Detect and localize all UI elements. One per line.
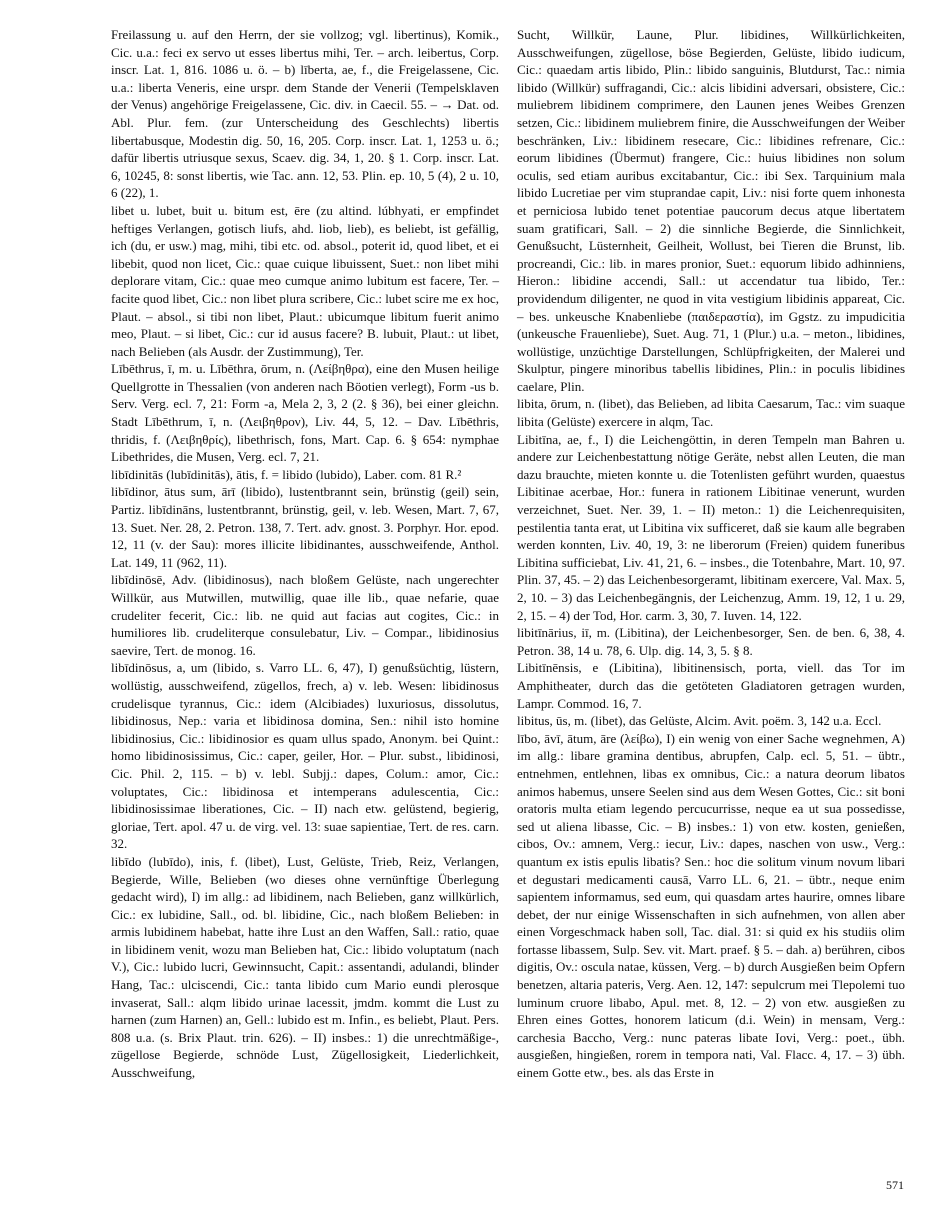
entry-libido-continued: Sucht, Willkür, Laune, Plur. libidines, Willkürlichkeiten, Ausschweifungen, zügellose, böse Begierden, Gelüste, libido iudicum, Cic.: quaedam artis libido, Plin.: libido sanguinis, Blutdurst, Tac.: nimia libido (Willkür) suffragandi, Cic.: alcis libidini adversari, obsistere, Cic.: muliebrem libidinem comprimere, den Launen jenes Weibes Grenzen setzen, Cic.: libidinem muliebrem finire, die Ausschweifungen der Weiber beschränken, Liv.: libidinem resecare, Cic.: libidines refrenare, Cic.: eorum libidines (Übermut) frangere, Cic.: huius libidines non solum oculis, sed etiam auribus excitabantur, Cic.: ibi Sex. Tarquinium mala libido Lucretiae per vim stuprandae capit, Liv.: nisi forte quem inhonesta et perniciosa lubido tenet potentiae paucorum decus atque libertatem suam gratificari, Sall. – 2) die sinnliche Begierde, die Sinnlichkeit, Genußsucht, Lüsternheit, Geilheit, Wollust, bei Tieren die Brunst, lib. procreandi, Cic.: lib. in mares pronior, Suet.: equorum libido adhinniens, Hieron.: libidine accendi, Sall.: ut accendatur tua libido, Ter.: providendum diligenter, ne quod in vita vestigium libidinis appareat, Cic. – bes. unkeusche Knabenliebe (παιδεραστία), im Ggstz. zu impudicitia (unkeusche Frauenliebe), Suet. Aug. 71, 1 (Plur.) u.a. – meton., libidines, wollüstige, unzüchtige Darstellungen, Schlüpfrigkeiten, der Malerei und Skulptur, pingere minoribus tabellis libidines, Plin.: in poculis libidines caelare, Plin. [517,27,905,394]
entry-libitina: Libitīna, ae, f., I) die Leichengöttin, in deren Tempeln man Bahren u. andere zur Leichenbestattung nötige Geräte, nebst allen Leuten, die man dazu brauchte, mieten konnte u. die Totenlisten geführt wurden, quaestus Libitinae acerbae, Hor.: funera in rationem Libitinae venerunt, wurden verzeichnet, Suet. Ner. 39, 1. – II) meton.: 1) die Leichenrequisiten, pestilentia tanta erat, ut Libitina vix sufficeret, daß sie kaum alle begraben werden konnten, Liv. 40, 19, 3: ne liberorum (Freien) quidem funeribus Libitina sufficiebat, Liv. 41, 21, 6. – insbes., die Totenbahre, Mart. 10, 97. Plin. 37, 45. – 2) das Leichenbesorgeramt, libitinam exercere, Val. Max. 5, 2, 10. – 3) das Leichenbegängnis, der Leichenzug, Amm. 19, 12, 1 u. 29, 2, 15. – 4) der Tod, Hor. carm. 3, 30, 7. Iuven. 14, 122. [517,431,905,623]
entry-libido: libīdo (lubīdo), inis, f. (libet), Lust, Gelüste, Trieb, Reiz, Verlangen, Begierde, Wille, Belieben (wo dieses ohne vernünftige Überlegung gedacht wird), I) im allg.: ad libidinem, nach Belieben, ganz willkürlich, Cic.: ex lubidine, Sall., od. bl. libidine, Cic., nach bloßem Belieben: in armis lubidinem habebat, hatte ihre Lust an den Waffen, Sall.: ratio, quae in libidinem venit, wozu man Belieben hat, Cic.: libido voluptatum (nach V.), Cic.: lubido lucri, Gewinnsucht, Capit.: assentandi, adulandi, blinder Hang, Tac.: ulciscendi, Cic.: tanta libido cum Mario eundi plerosque invaserat, Sall.: alqm libido urinae lacessit, jmdm. kommt die Lust zu harnen (zum Harnen) an, Gell.: lubido est m. Infin., es beliebt, Plaut. Pers. 808 u.a. (s. Brix Plaut. trin. 626). – II) insbes.: 1) die unrechtmäßige-, zügellose Begierde, schnöde Lust, Zügellosigkeit, Liederlichkeit, Ausschweifung, [111,853,499,1081]
entry-libet: libet u. lubet, buit u. bitum est, ēre (zu altind. lúbhyati, er empfindet heftiges Verlangen, gotisch liufs, ahd. liob, lieb), es beliebt, ist gefällig, ich (du, er usw.) mag, mihi, tibi etc. od. absol., poterit id, quod libet, et ei libebit, quod non licet, Cic.: quae cuique libuissent, Suet.: non libet mihi deplorare vitam, Cic.: quae meo cumque animo lubitum est facere, Ter. – facite quod libet, Cic.: non libet plura scribere, Cic.: lubet scire me ex hoc, Plaut. – absol., si tibi non libet, Plaut.: ubicumque libitum fuerit animo meo, Plaut. – si libet, Cic.: cur id ausus facere? B. lubuit, Plaut.: ut libet, nach Belieben (als Ausdr. der Zustimmung), Ter. [111,202,499,359]
entry-libidinose: libīdinōsē, Adv. (libidinosus), nach bloßem Gelüste, nach ungerechter Willkür, aus Mutwillen, mutwillig, quae ille lib., quae nefarie, quae crudeliter fecerit, Cic.: lib. ne quid aut facias aut cogites, Cic.: in humiliores lib. crudeliterque consulebatur, Liv. – Compar., libidinosius saevire, Tert. de monog. 16. [111,572,499,658]
right-column [517,26,905,1082]
entry-libidinosus: libīdinōsus, a, um (libido, s. Varro LL. 6, 47), I) genußsüchtig, lüstern, wollüstig, ausschweifend, zügellos, frech, a) v. leb. Wesen: libidinosus crudelisque tyrannus, Cic.: idem (Alcibiades) luxuriosus, dissolutus, libidinosus, Nep.: varia et libidinosa domina, Sen.: nihil isto homine libidinosius, Cic.: libidinosior es quam ullus spado, Anonym. bei Quint.: homo libidinosissimus, Cic.: caper, geiler, Hor. – Plur. subst., libidinosi, Cic. Phil. 2, 115. – b) v. lebl. Subjj.: dapes, Colum.: amor, Cic.: voluptates, Cic.: libidinosa et intemperans adulescentia, Cic.: libidinosissimae liberationes, Cic. – II) nach etw. gelüstend, begierig, gloriae, Tert. apol. 47 u. de virg. vel. 13: suae sapientiae, Tert. de res. carn. 32. [111,660,499,852]
entry-libidinor: libīdinor, ātus sum, ārī (libido), lustentbrannt sein, brünstig (geil) sein, Partiz. libīdināns, lustentbrannt, brünstig, geil, v. leb. Wesen, Mart. 7, 67, 13. Suet. Ner. 28, 2. Petron. 138, 7. Tert. adv. gnost. 3. Porphyr. Hor. epod. 12, 11 (v. der Sau): mores illicite libidinantes, ausschweifende, Anthol. Lat. 149, 11 (962, 11). [111,484,499,570]
entry-libitinensis: Libitīnēnsis, e (Libitina), libitinensisch, porta, viell. das Tor im Amphitheater, durch das die getöteten Gladiatoren getragen wurden, Lampr. Commod. 16, 7. [517,660,905,711]
entry-libitinarius: libitīnārius, iī, m. (Libitina), der Leichenbesorger, Sen. de ben. 6, 38, 4. Petron. 38, 14 u. 78, 6. Ulp. dig. 14, 3, 5. § 8. [517,625,905,658]
page-number: 571 [886,1178,904,1192]
left-column [111,26,499,1082]
entry-libitus: libitus, ūs, m. (libet), das Gelüste, Alcim. Avit. poëm. 3, 142 u.a. Eccl. [517,713,882,729]
entry-libethrus: Lībēthrus, ī, m. u. Lībēthra, ōrum, n. (Λείβηθρα), eine den Musen heilige Quellgrotte in Thessalien (von anderen nach Böotien verlegt), Form -us b. Serv. Verg. ecl. 7, 21: Form -a, Mela 2, 3, 2 (2. § 36), bei einer gleichn. Stadt Lībēthrum, ī, n. (Λειβηθρον), Liv. 44, 5, 12. – Dav. Lībēthris, thridis, f. (Λειβηθρίς), libethrisch, fons, Mart. Cap. 6. § 654: nymphae Libethrides, die Musen, Verg. ecl. 7, 21. [111,361,499,465]
entry-libo: lībo, āvī, ātum, āre (λείβω), I) ein wenig von einer Sache wegnehmen, A) im allg.: libare gramina dentibus, abrupfen, Calp. ecl. 5, 51. – übtr., entnehmen, entlehnen, libas ex omnibus, Cic.: a natura deorum libatos animos habemus, unsere Seelen sind aus dem Wesen Gottes, Cic.: sit boni oratoris multa etiam legendo percucurrisse, neque ea ut sua possedisse, sed ut aliena libasse, Cic. – B) insbes.: 1) von etw. kosten, genießen, cibos, Ov.: amnem, Verg.: iecur, Liv.: dapes, naschen von usw., Verg.: quantum ex istis epulis libatis? Sen.: hoc die solitum vinum novum libari et degustari medicamenti causā, Varro LL. 6, 21. – übtr., neque enim sapientem informamus, sed eum, qui quasdam artes haurire, omnes libare debet, der nur einige Wissenschaften in sich aufnehmen, von allen aber einen Vorgeschmack haben soll, Tac. dial. 31: si quid ex his studiis olim fortasse libassem, Sulp. Sev. vit. Mart. praef. § 5. – dah. a) berühren, cibos digitis, Ov.: oscula natae, küssen, Verg. – b) durch Ausgießen beim Opfern benetzen, altaria pateris, Verg. Aen. 12, 147: sepulcrum mei Tlepolemi tuo luminum cruore libabo, Apul. met. 8, 12. – 2) von etw. ausgießen zu Ehren eines Gottes, honorem laticum (d.i. Wein) in mensam, Verg.: carchesia Baccho, Verg.: nunc pateras libate Iovi, Verg.: poet., übh. ausgießen, hingießen, rorem in tempora nati, Val. Flacc. 4, 17. – 3) übh. einem Gotte etw., bes. als das Erste in [517,730,905,1081]
entry-libertus-continued: Freilassung u. auf den Herrn, der sie vollzog; vgl. libertinus), Komik., Cic. u.a.: feci ex servo ut esses libertus mihi, Ter. – arch. leibertus, Corp. inscr. Lat. 1, 816. 1086 u. ö. – b) līberta, ae, f., die Freigelassene, Cic. u.a.: liberta Veneris, eine urspr. dem Stande der Venerii (Tempelsklaven der Venus) angehörige Freigelassene, Cic. div. in Caecil. 55. – → Dat. od. Abl. Plur. fem. (zur Unterscheidung des Geschlechts) libertis libertabusque, Modestin dig. 50, 16, 205. Corp. inscr. Lat. 1, 1253 u. ö.; dafür libertis utriusque sexus, Scaev. dig. 34, 1, 20. § 1. Corp. inscr. Lat. 6, 10245, 8: sonst libertis, wie Tac. ann. 12, 53. Plin. ep. 10, 5 (4), 2 u. 10, 6 (22), 1. [111,27,499,201]
entry-libita: libita, ōrum, n. (libet), das Belieben, ad libita Caesarum, Tac.: vim suaque libita (Gelüste) exercere in alqm, Tac. [517,396,905,430]
entry-libidinitas: libīdinitās (lubīdinitās), ātis, f. = libido (lubido), Laber. com. 81 R.² [111,466,462,482]
